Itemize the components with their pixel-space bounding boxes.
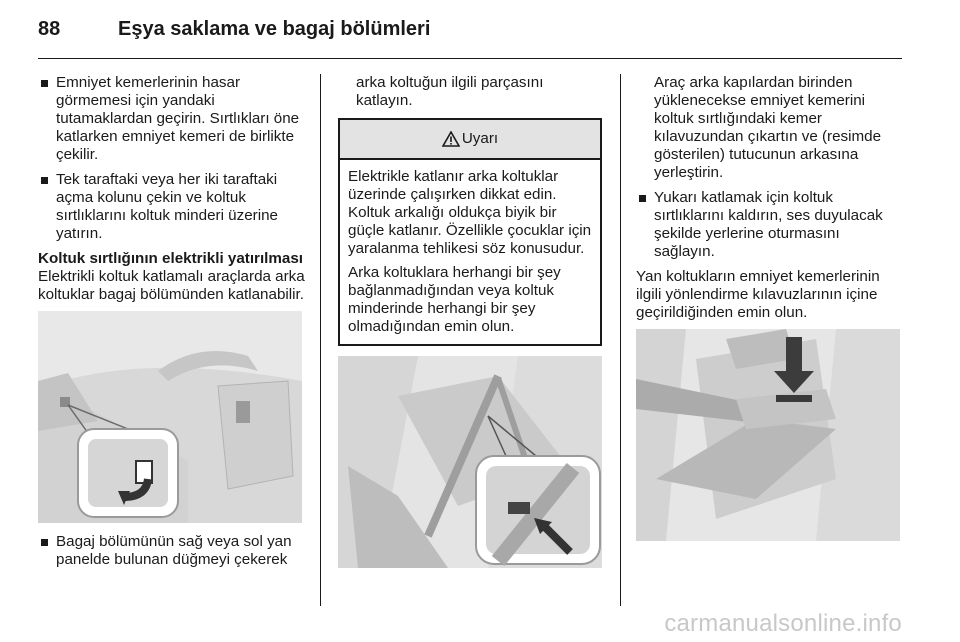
column-2 — [338, 74, 602, 568]
column-divider — [620, 74, 621, 606]
warning-title: Uyarı — [461, 130, 499, 147]
page-number: 88 — [38, 18, 61, 40]
header-rule — [38, 58, 902, 59]
watermark: carmanualsonline.info — [664, 610, 902, 637]
square-bullet-icon — [41, 539, 48, 546]
section-heading: Koltuk sırtlığının elektrikli yatırılması — [38, 250, 304, 267]
warning-box — [338, 118, 602, 346]
list-item: Emniyet kemerlerinin hasar görmemesi için yandaki tutamaklardan geçirin. Sırtlıkları öne katlarken emniyet kemeri de birlikte çekilir. — [38, 74, 306, 164]
paragraph: Yan koltukların emniyet kemerlerinin ilgili yönlendirme kılavuzlarının içine geçirildiğinden emin olun. — [636, 268, 880, 321]
seat-belt-holder-illustration — [636, 329, 900, 541]
trunk-side-panel-button-illustration — [38, 311, 302, 523]
page-title: Eşya saklama ve bagaj bölümleri — [118, 18, 431, 40]
square-bullet-icon — [41, 177, 48, 184]
list-item: Bagaj bölümünün sağ veya sol yan panelde bulunan düğmeyi çekerek — [38, 533, 306, 569]
paragraph: Araç arka kapılardan birinden yüklenecekse emniyet kemerini koltuk sırtlığındaki kemer kılavuzundan çıkartın ve (resimde gösterilen) tutucunun arkasına yerleştirin. — [654, 74, 882, 181]
paragraph: arka koltuğun ilgili parçasını katlayın. — [356, 74, 544, 109]
column-1 — [38, 74, 306, 576]
warning-text: Elektrikle katlanır arka koltuklar üzerinde çalışırken dikkat edin. Koltuk arkalığı oldukça biyik bir güçle katlanır. Özellikle çocuklar için yaralanma tehlikesi söz konusudur. — [348, 168, 592, 257]
list-item: Tek taraftaki veya her iki taraftaki açma kolunu çekin ve koltuk sırtlıklarını koltuk minderi üzerine yatırın. — [38, 171, 306, 243]
warning-header — [340, 120, 600, 160]
seat-belt-guide-illustration — [338, 356, 602, 568]
square-bullet-icon — [41, 80, 48, 87]
warning-body — [340, 160, 600, 344]
warning-triangle-icon — [442, 131, 460, 147]
warning-text: Arka koltuklara herhangi bir şey bağlanmadığından veya koltuk minderinde herhangi bir şey olmadığından emin olun. — [348, 264, 561, 335]
column-3 — [636, 74, 902, 541]
column-divider — [320, 74, 321, 606]
paragraph: Elektrikli koltuk katlamalı araçlarda arka koltuklar bagaj bölümünden katlanabilir. — [38, 268, 305, 303]
list-item: Yukarı katlamak için koltuk sırtlıklarını kaldırın, ses duyulacak şekilde yerlerine oturmasını sağlayın. — [636, 189, 902, 261]
square-bullet-icon — [639, 195, 646, 202]
